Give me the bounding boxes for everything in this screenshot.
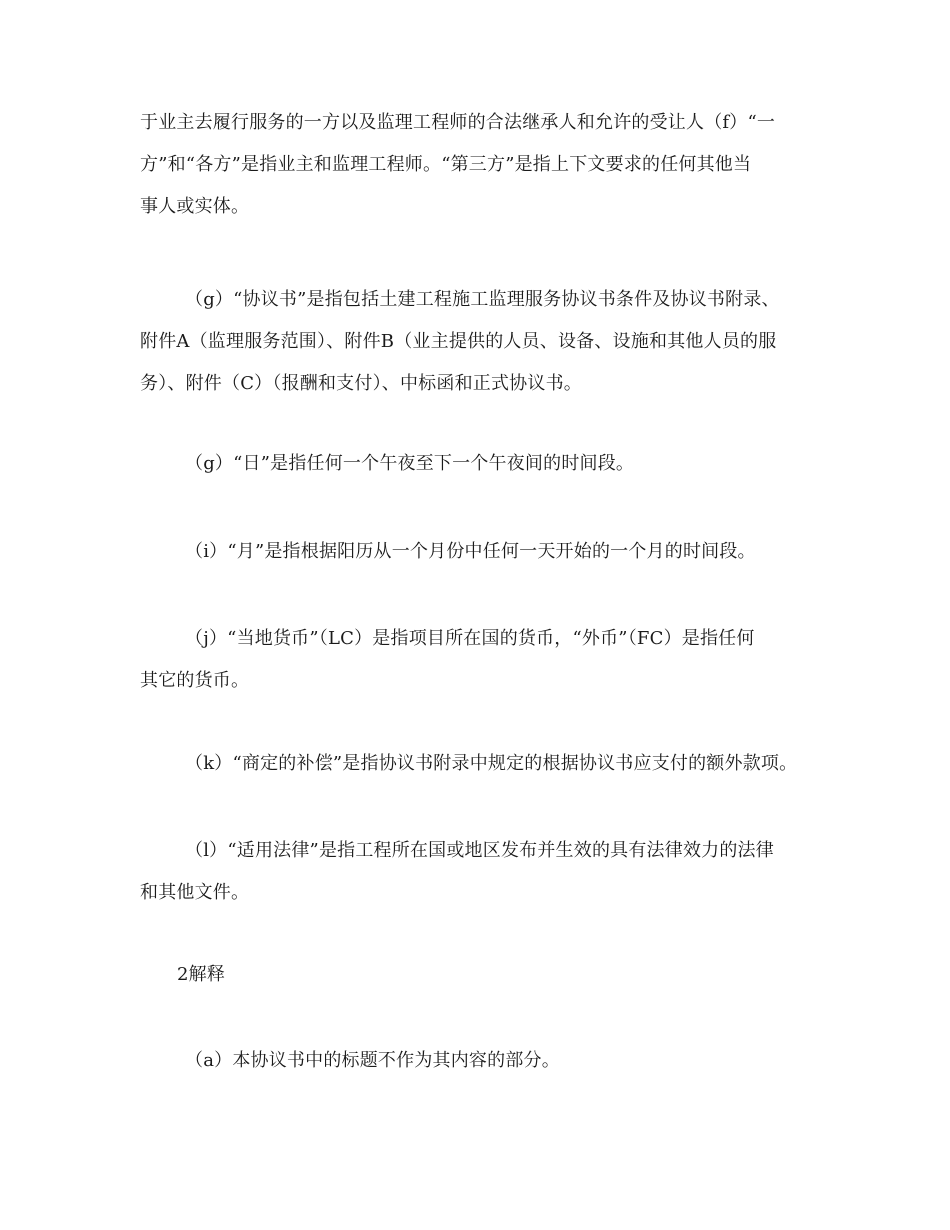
text-line: 其它的货币。 — [140, 670, 250, 691]
text-line: （l）“适用法律”是指工程所在国或地区发布并生效的具有法律效力的法律 — [185, 840, 774, 861]
text-line: （k）“商定的补偿”是指协议书附录中规定的根据协议书应支付的额外款项。 — [185, 753, 798, 774]
paragraph-definitions-party — [140, 102, 820, 228]
paragraph-definition-day — [140, 443, 820, 485]
paragraph-definition-agreement — [140, 279, 820, 405]
text-line: （a）本协议书中的标题不作为其内容的部分。 — [185, 1050, 560, 1071]
paragraph-definition-currency — [140, 618, 820, 702]
text-line: 事人或实体。 — [140, 196, 250, 217]
paragraph-definition-month — [140, 531, 820, 573]
text-line: 方”和“各方”是指业主和监理工程师。“第三方”是指上下文要求的任何其他当 — [140, 154, 752, 175]
text-line: 于业主去履行服务的一方以及监理工程师的合法继承人和允许的受让人（f）“一 — [140, 112, 776, 133]
paragraph-definition-applicable-law — [140, 830, 820, 914]
text-line: 2解释 — [177, 964, 226, 985]
text-line: （g）“协议书”是指包括土建工程施工监理服务协议书条件及协议书附录、 — [185, 289, 780, 310]
text-line: （g）“日”是指任何一个午夜至下一个午夜间的时间段。 — [185, 453, 635, 474]
text-line: 附件A（监理服务范围）、附件B（业主提供的人员、设备、设施和其他人员的服 — [140, 331, 777, 352]
paragraph-definition-compensation — [140, 743, 820, 785]
text-line: 和其他文件。 — [140, 882, 250, 903]
text-line: （j）“当地货币”（LC）是指项目所在国的货币，“外币”（FC）是指任何 — [185, 628, 755, 649]
paragraph-interpretation-a — [140, 1040, 820, 1082]
text-line: （i）“月”是指根据阳历从一个月份中任何一天开始的一个月的时间段。 — [185, 541, 756, 562]
section-heading-interpretation — [177, 954, 857, 996]
text-line: 务）、附件（C）（报酬和支付）、中标函和正式协议书。 — [140, 373, 582, 394]
